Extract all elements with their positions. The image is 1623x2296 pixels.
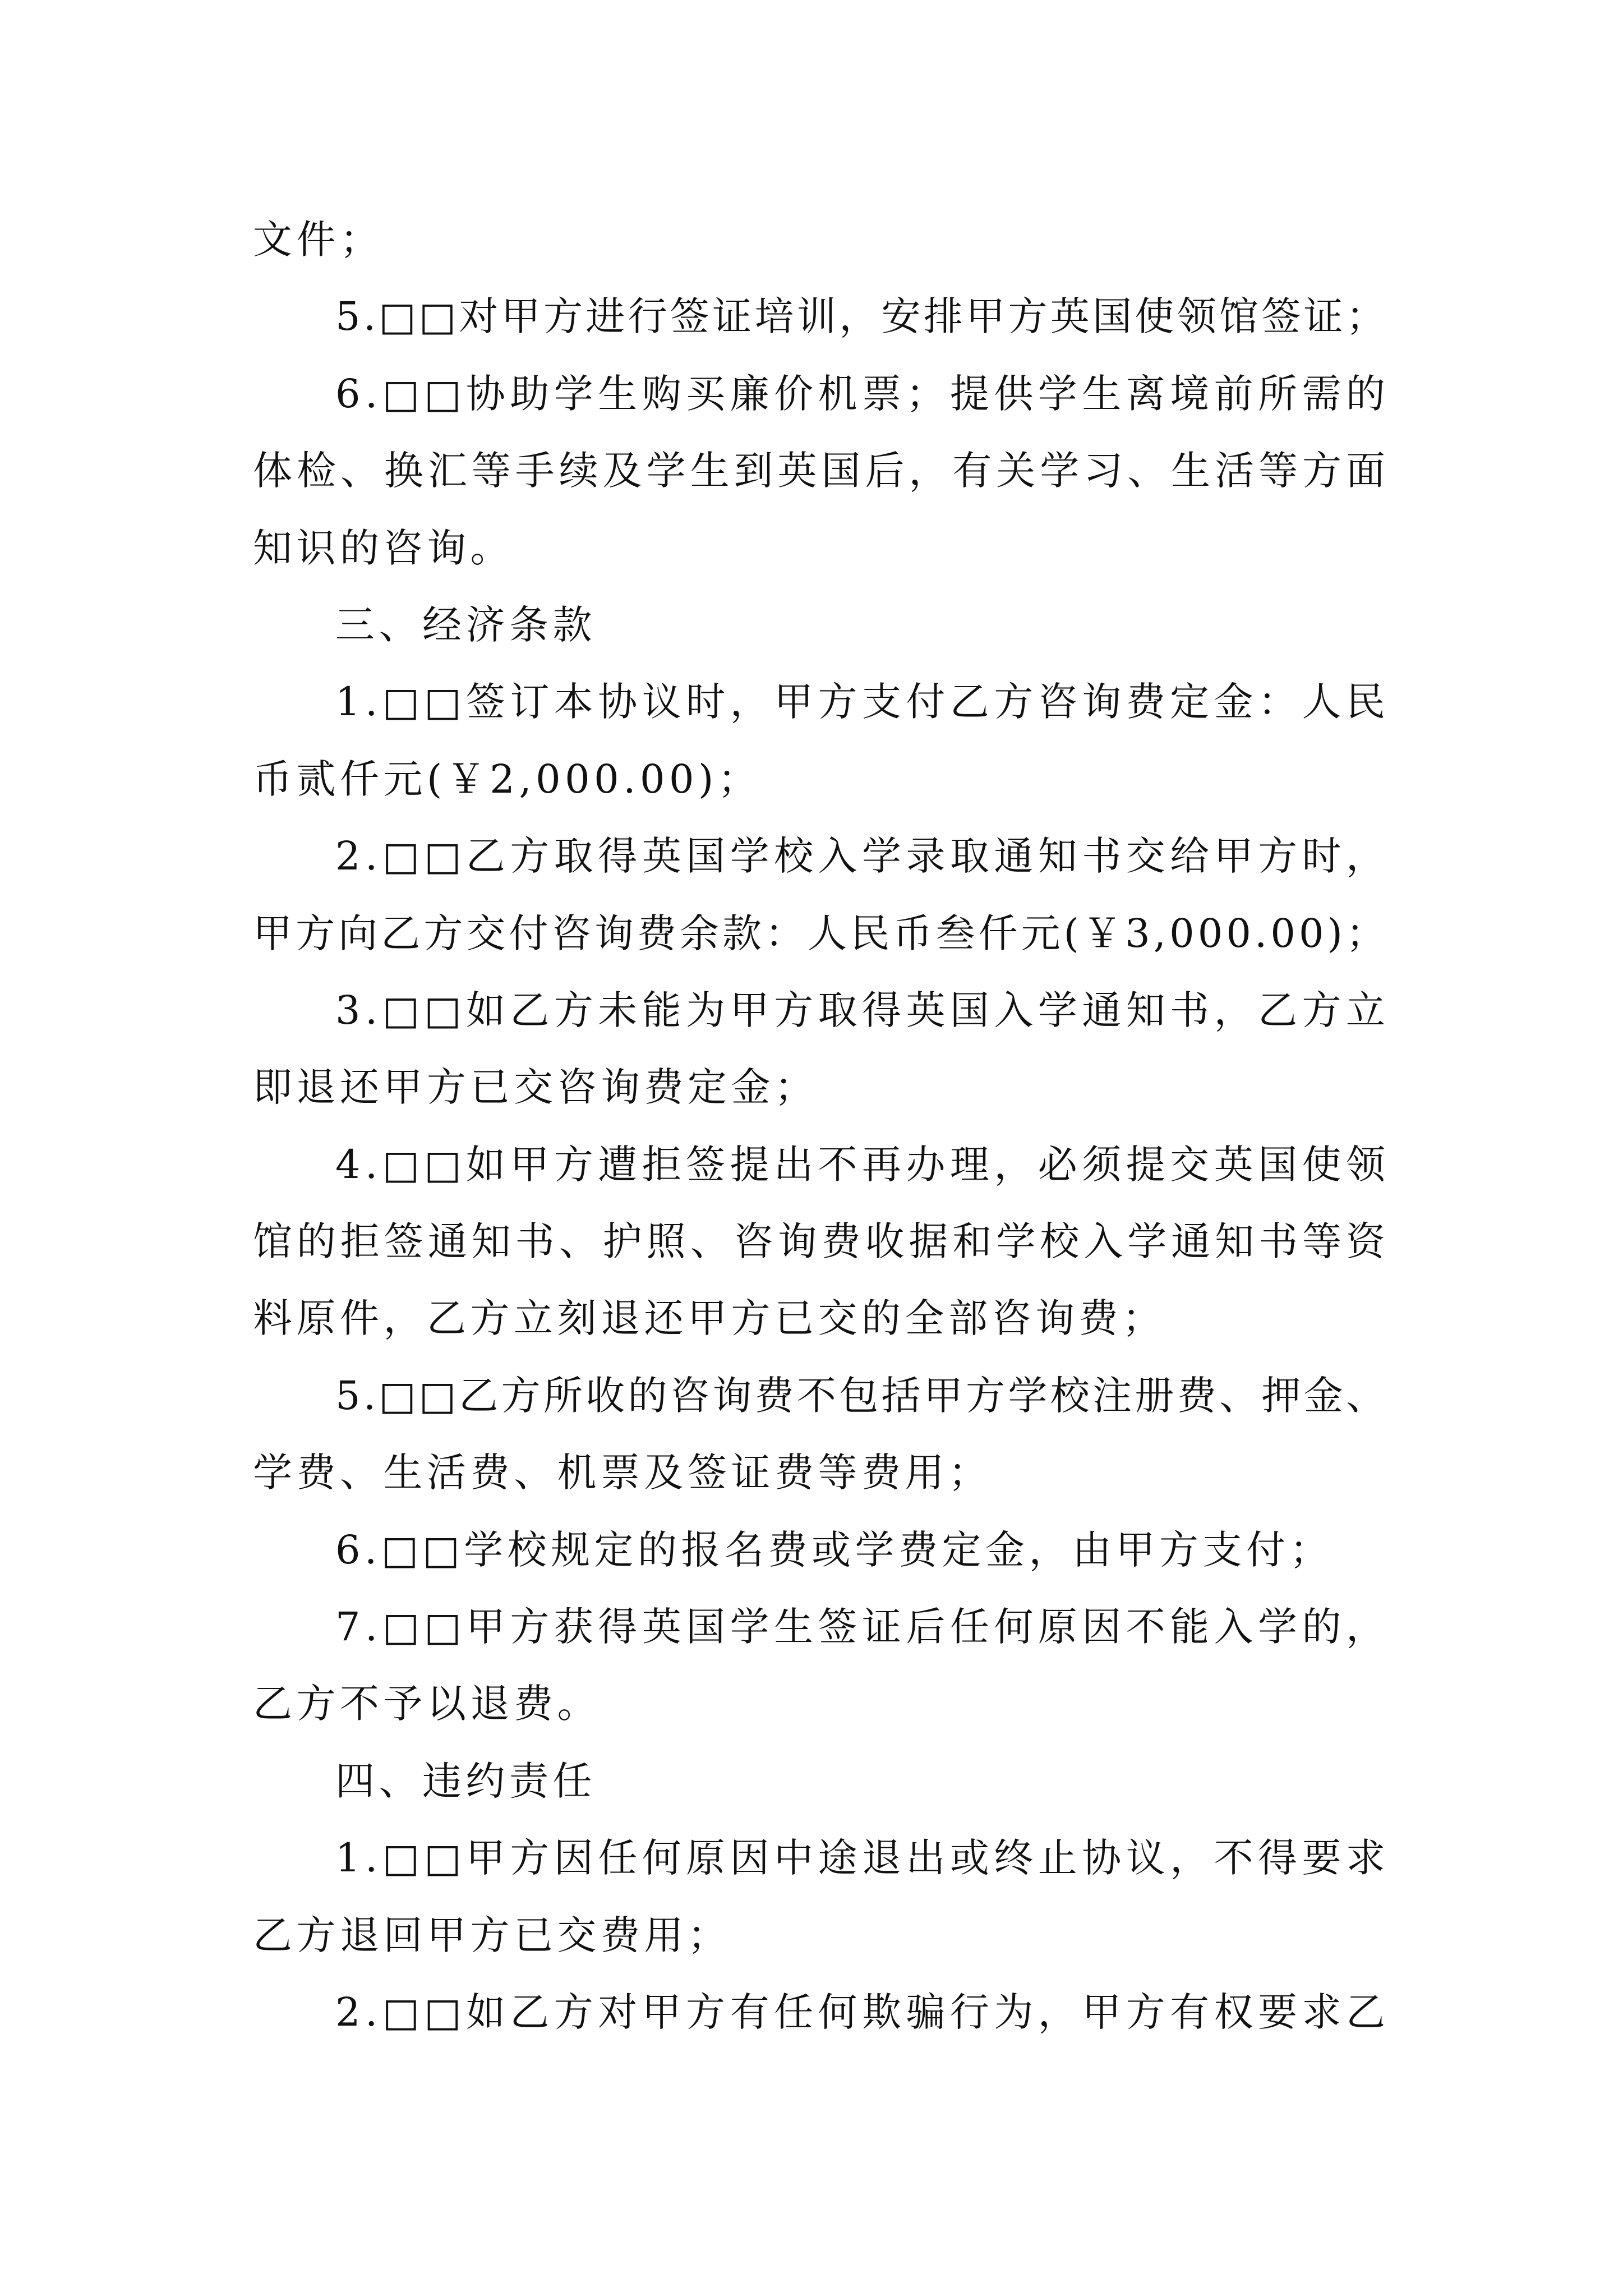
text-line: 1.□□签订本协议时，甲方支付乙方咨询费定金：人民	[335, 679, 1390, 725]
text-line: 2.□□乙方取得英国学校入学录取通知书交给甲方时，	[335, 833, 1390, 880]
text-line: 甲方向乙方交付咨询费余款：人民币叁仟元(￥3,000.00)；	[253, 910, 1389, 956]
section-heading-text: 三、经济条款	[335, 601, 596, 648]
clause-paragraph	[0, 1358, 1623, 1512]
text-line: 料原件，乙方立刻退还甲方已交的全部咨询费；	[253, 1295, 1166, 1342]
section-heading	[0, 1743, 1623, 1820]
clause-paragraph	[0, 278, 1623, 355]
text-line: 体检、换汇等手续及学生到英国后，有关学习、生活等方面	[253, 448, 1390, 494]
clause-paragraph	[0, 356, 1623, 587]
text-line: 文件；	[253, 217, 384, 263]
text-line: 7.□□甲方获得英国学生签证后任何原因不能入学的，	[335, 1604, 1390, 1650]
clause-paragraph	[0, 664, 1623, 818]
text-line: 馆的拒签通知书、护照、咨询费收据和学校入学通知书等资	[253, 1218, 1390, 1265]
text-line: 币贰仟元(￥2,000.00)；	[253, 756, 762, 802]
text-line: 乙方不予以退费。	[253, 1681, 601, 1727]
clause-paragraph	[0, 1589, 1623, 1743]
section-heading	[0, 587, 1623, 664]
text-line: 知识的咨询。	[253, 524, 514, 571]
text-line: 即退还甲方已交咨询费定金；	[253, 1064, 818, 1111]
text-line: 4.□□如甲方遭拒签提出不再办理，必须提交英国使领	[335, 1141, 1390, 1188]
continued-paragraph	[0, 201, 1623, 278]
text-line: 5.□□乙方所收的咨询费不包括甲方学校注册费、押金、	[335, 1372, 1389, 1419]
text-line: 3.□□如乙方未能为甲方取得英国入学通知书，乙方立	[335, 987, 1390, 1033]
document-body	[0, 201, 1623, 2051]
clause-paragraph	[0, 972, 1623, 1126]
text-line: 1.□□甲方因任何原因中途退出或终止协议，不得要求	[335, 1835, 1390, 1881]
clause-paragraph	[0, 1820, 1623, 1974]
text-line: 6.□□协助学生购买廉价机票；提供学生离境前所需的	[335, 370, 1390, 417]
text-line: 学费、生活费、机票及签证费等费用；	[253, 1450, 992, 1496]
text-line: 乙方退回甲方已交费用；	[253, 1912, 731, 1958]
clause-paragraph	[0, 1126, 1623, 1358]
clause-paragraph	[0, 1512, 1623, 1589]
section-heading-text: 四、违约责任	[335, 1757, 596, 1804]
clause-paragraph	[0, 818, 1623, 972]
clause-paragraph	[0, 1974, 1623, 2051]
text-line: 6.□□学校规定的报名费或学费定金，由甲方支付；	[335, 1526, 1334, 1573]
text-line: 2.□□如乙方对甲方有任何欺骗行为，甲方有权要求乙	[335, 1989, 1390, 2035]
text-line: 5.□□对甲方进行签证培训，安排甲方英国使领馆签证；	[335, 293, 1389, 340]
